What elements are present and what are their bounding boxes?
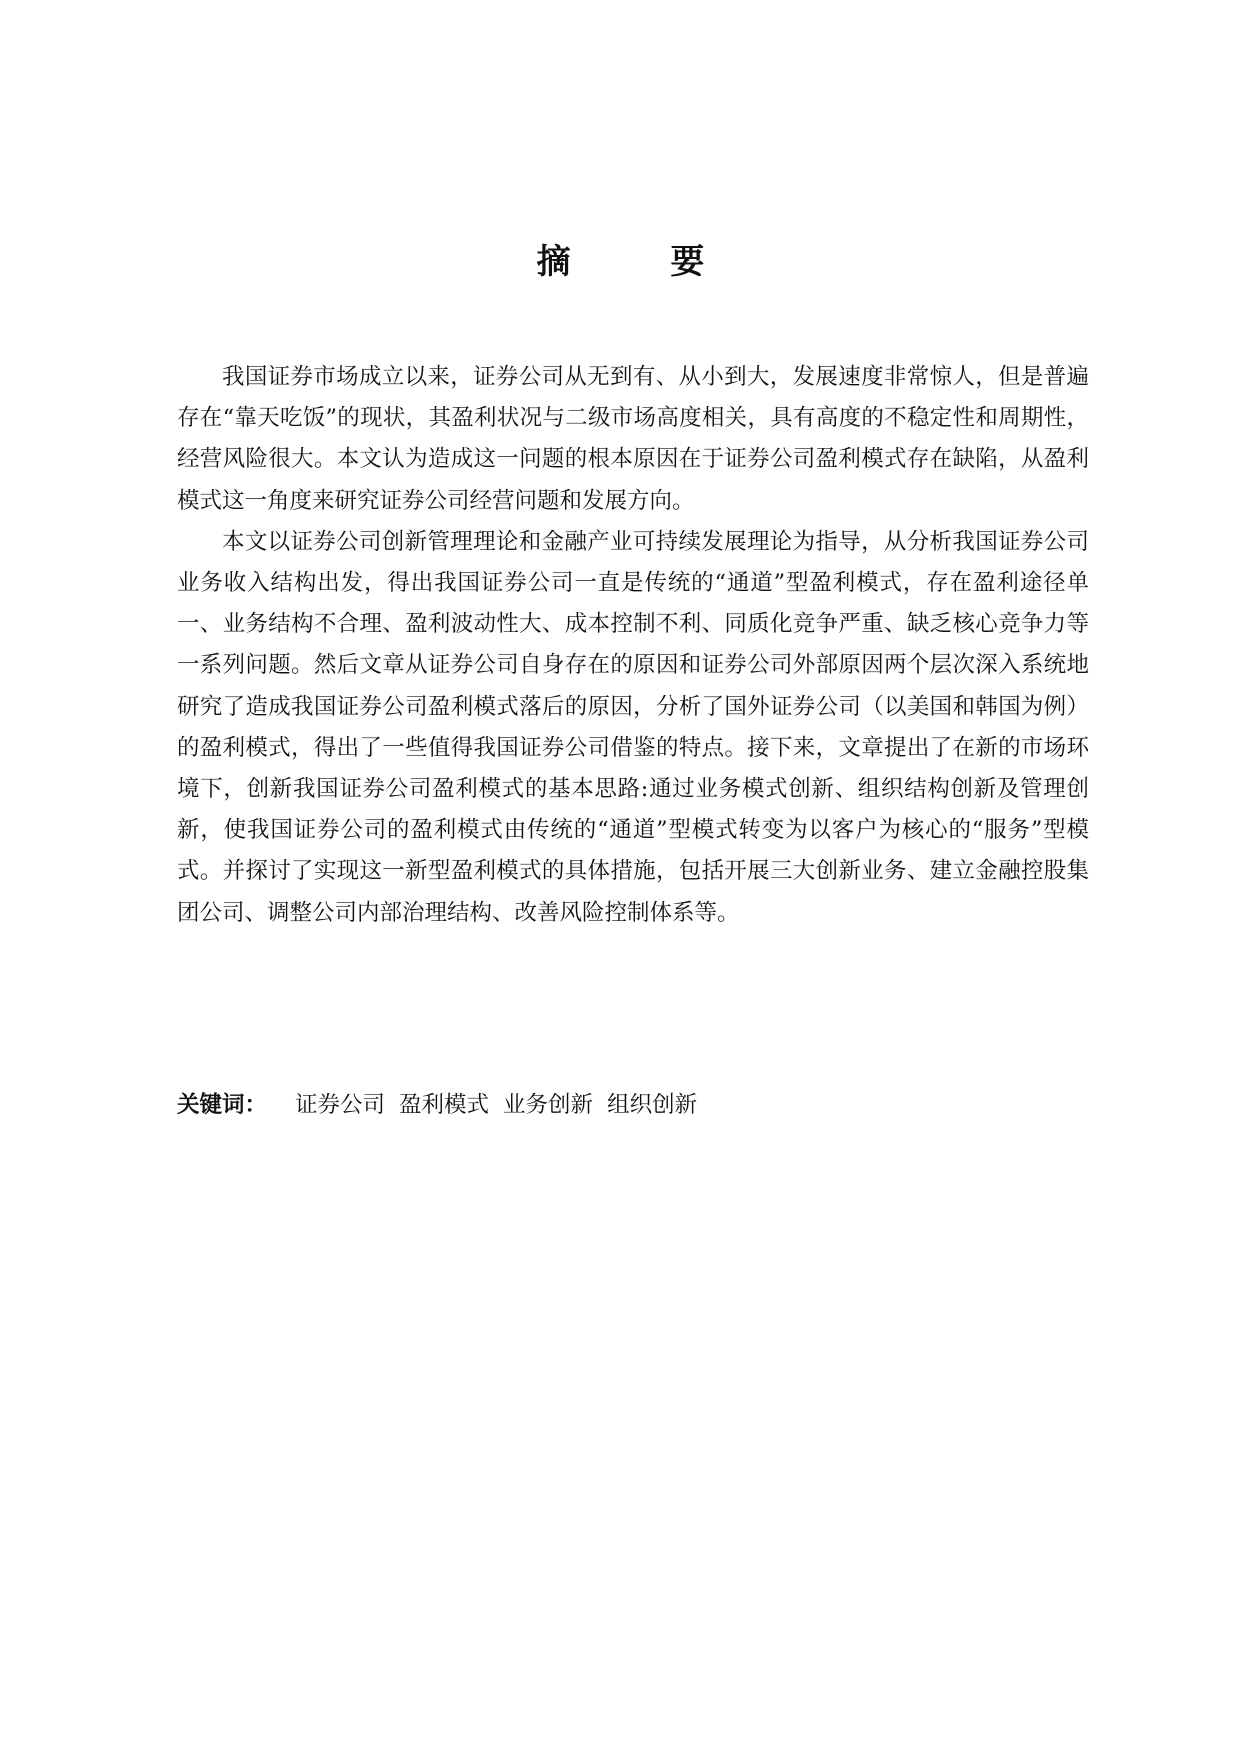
abstract-body (177, 357, 1089, 934)
keyword: 证券公司 (295, 1092, 386, 1118)
page-title: 摘 要 (536, 242, 749, 282)
keyword: 组织创新 (607, 1092, 698, 1118)
abstract-paragraph: 本文以证券公司创新管理理论和金融产业可持续发展理论为指导，从分析我国证券公司业务收入结构出发，得出我国证券公司一直是传统的“通道”型盈利模式，存在盈利途径单一、业务结构不合理、盈利波动性大、成本控制不利、同质化竞争严重、缺乏核心竞争力等一系列问题。然后文章从证券公司自身存在的原因和证券公司外部原因两个层次深入系统地研究了造成我国证券公司盈利模式落后的原因，分析了国外证券公司（以美国和韩国为例）的盈利模式，得出了一些值得我国证券公司借鉴的特点。接下来，文章提出了在新的市场环境下，创新我国证券公司盈利模式的基本思路:通过业务模式创新、组织结构创新及管理创新，使我国证券公司的盈利模式由传统的“通道”型模式转变为以客户为核心的“服务”型模式。并探讨了实现这一新型盈利模式的具体措施，包括开展三大创新业务、建立金融控股集团公司、调整公司内部治理结构、改善风险控制体系等。 (177, 528, 1089, 926)
keyword: 业务创新 (503, 1092, 594, 1118)
abstract-paragraph: 我国证券市场成立以来，证券公司从无到有、从小到大，发展速度非常惊人，但是普遍存在“靠天吃饭”的现状，其盈利状况与二级市场高度相关，具有高度的不稳定性和周期性，经营风险很大。本文认为造成这一问题的根本原因在于证券公司盈利模式存在缺陷，从盈利模式这一角度来研究证券公司经营问题和发展方向。 (177, 364, 1089, 514)
keywords-label: 关键词： (177, 1092, 268, 1118)
keyword: 盈利模式 (399, 1092, 490, 1118)
keywords-line (177, 1085, 1089, 1126)
